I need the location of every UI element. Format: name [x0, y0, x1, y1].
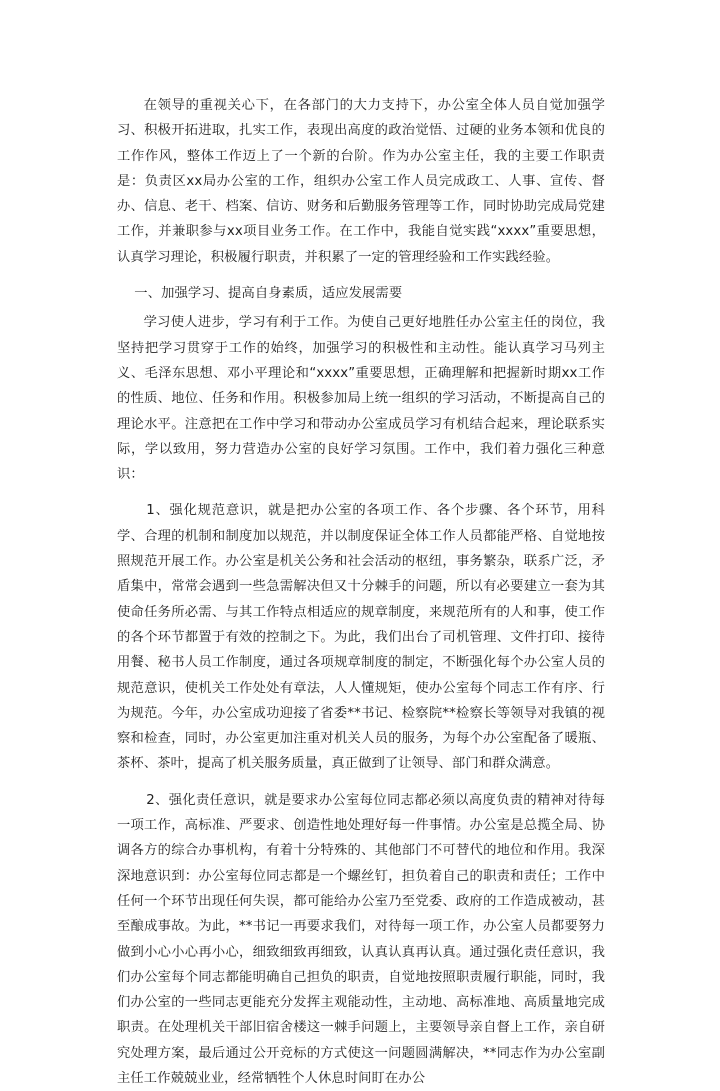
section-heading: 一、加强学习、提高自身素质，适应发展需要	[134, 286, 403, 302]
intro-paragraph: 在领导的重视关心下，在各部门的大力支持下，办公室全体人员自觉加强学习、积极开拓进取，扎实工作，表现出高度的政治觉悟、过硬的业务本领和优良的工作作风，整体工作迈上了一个新的台阶。作为办公室主任，我的主要工作职责是：负责区xx局办公室的工作，组织办公室工作人员完成政工、人事、宣传、督办、信息、老干、档案、信访、财务和后勤服务管理等工作，同时协助完成局党建工作，并兼职参与xx项目业务工作。在工作中，我能自觉实践“xxxx”重要思想，认真学习理论，积极履行职责，并积累了一定的管理经验和工作实践经验。	[117, 98, 605, 265]
study-paragraph: 学习使人进步，学习有利于工作。为使自己更好地胜任办公室主任的岗位，我坚持把学习贯穿于工作的始终，加强学习的积极性和主动性。能认真学习马列主义、毛泽东思想、邓小平理论和“xxxx”重要思想，正确理解和把握新时期xx工作的性质、地位、任务和作用。积极参加局上统一组织的学习活动，不断提高自己的理论水平。注意把在工作中学习和带动办公室成员学习有机结合起来，理论联系实际，学以致用，努力营造办公室的良好学习氛围。工作中，我们着力强化三种意识：	[117, 315, 605, 483]
document-body	[117, 93, 605, 1091]
responsibility-paragraph: 2、强化责任意识，就是要求办公室每位同志都必须以高度负责的精神对待每一项工作，高标准、严要求、创造性地处理好每一件事情。办公室是总揽全局、协调各方的综合办事机构，有着十分特殊的、其他部门不可替代的地位和作用。我深深地意识到：办公室每位同志都是一个螺丝钉，担负着自己的职责和责任；工作中任何一个环节出现任何失误，都可能给办公室乃至党委、政府的工作造成被动，甚至酿成事故。为此，**书记一再要求我们，对待每一项工作，办公室人员都要努力做到小心小心再小心，细致细致再细致，认真认真再认真。通过强化责任意识，我们办公室每个同志都能明确自己担负的职责，自觉地按照职责履行职能，同时，我们办公室的一些同志更能充分发挥主观能动性，主动地、高标准地、高质量地完成职责。在处理机关干部旧宿舍楼这一棘手问题上，主要领导亲自督上工作，亲自研究处理方案，最后通过公开竞标的方式使这一问题圆满解决，**同志作为办公室副主任工作兢兢业业，经常牺牲个人休息时间盯在办公	[117, 792, 605, 1086]
standards-paragraph: 1、强化规范意识，就是把办公室的各项工作、各个步骤、各个环节，用科学、合理的机制和制度加以规范，并以制度保证全体工作人员都能严格、自觉地按照规范开展工作。办公室是机关公务和社会活动的枢纽，事务繁杂，联系广泛，矛盾集中，常常会遇到一些急需解决但又十分棘手的问题，所以有必要建立一套为其使命任务所必需、与其工作特点相适应的规章制度，来规范所有的人和事，使工作的各个环节都置于有效的控制之下。为此，我们出台了司机管理、文件打印、接待用餐、秘书人员工作制度，通过各项规章制度的制定，不断强化每个办公室人员的规范意识，使机关工作处处有章法，人人懂规矩，使办公室每个同志工作有序、行为规范。今年，办公室成功迎接了省委**书记、检察院**检察长等领导对我镇的视察和检查，同时，办公室更加注重对机关人员的服务，为每个办公室配备了暖瓶、茶杯、茶叶，提高了机关服务质量，真正做到了让领导、部门和群众满意。	[117, 503, 605, 772]
